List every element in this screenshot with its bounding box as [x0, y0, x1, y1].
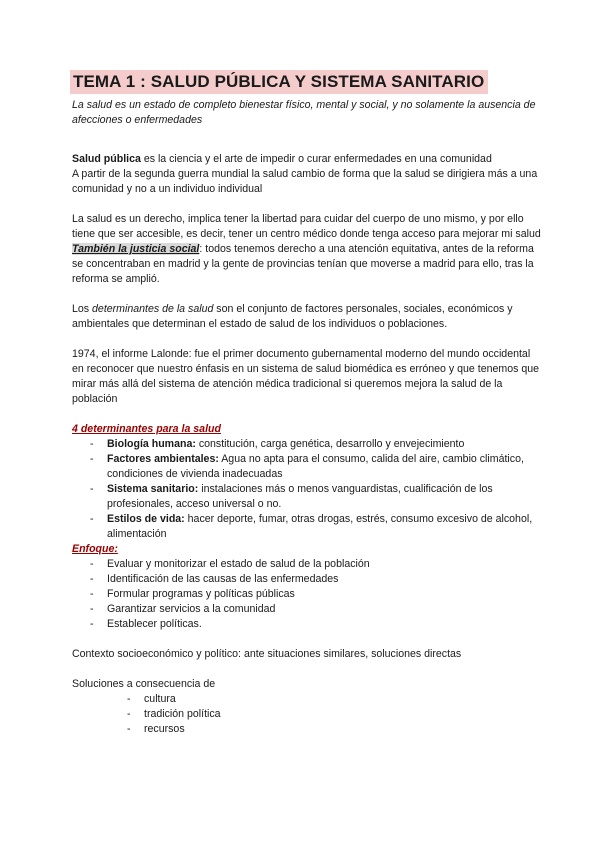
list-enfoque: [72, 557, 542, 632]
list-item: - Evaluar y monitorizar el estado de salud de la población: [72, 557, 542, 572]
paragraph-determinantes: Los determinantes de la salud son el conjunto de factores personales, sociales, económicos y ambientales que determinan el estado de salud de los individuos o poblaciones.: [72, 303, 513, 330]
list-soluciones: [72, 692, 542, 737]
list-item: - Identificación de las causas de las enfermedades: [72, 572, 542, 587]
list-item: - Garantizar servicios a la comunidad: [72, 602, 542, 617]
list-determinantes: [72, 437, 542, 542]
heading-enfoque: Enfoque:: [72, 543, 118, 555]
paragraph-contexto: Contexto socioeconómico y político: ante situaciones similares, soluciones directas: [72, 648, 462, 660]
heading-soluciones: Soluciones a consecuencia de: [72, 678, 216, 690]
term-salud-publica: Salud pública: [72, 153, 141, 165]
term-justicia-social: También la justicia social: [72, 243, 200, 255]
document-page: [72, 70, 542, 737]
paragraph-derecho: La salud es un derecho, implica tener la libertad para cuidar del cuerpo de uno mismo, y por ello tiene que ser accesible, es decir, tener un centro médico donde tenga acceso para mejorar mi salud También la justicia social: todos tenemos derecho a una atención equitativa, antes de la reforma se concentraban en madrid y la gente de provincias tenían que moverse a madrid para ello, tras la reforma se amplió.: [72, 213, 541, 285]
list-item: - Factores ambientales: Agua no apta para el consumo, calida del aire, cambio climático, condiciones de vivienda inadecuadas: [72, 452, 542, 482]
list-item: - Biología humana: constitución, carga genética, desarrollo y envejecimiento: [72, 437, 542, 452]
list-item: - Sistema sanitario: instalaciones más o menos vanguardistas, cualificación de los profesionales, acceso universal o no.: [72, 482, 542, 512]
list-item: - recursos: [72, 722, 542, 737]
list-item: - cultura: [72, 692, 542, 707]
term-determinantes: determinantes de la salud: [92, 303, 214, 315]
paragraph-salud-publica: Salud pública es la ciencia y el arte de impedir o curar enfermedades en una comunidad A partir de la segunda guerra mundial la salud cambio de forma que la salud se dirigiera más a una comunidad y no a un individuo individual: [72, 153, 538, 195]
list-item: - tradición política: [72, 707, 542, 722]
list-item: - Estilos de vida: hacer deporte, fumar, otras drogas, estrés, consumo excesivo de alcohol, alimentación: [72, 512, 542, 542]
document-title: TEMA 1 : SALUD PÚBLICA Y SISTEMA SANITARIO: [70, 70, 488, 94]
heading-determinantes: 4 determinantes para la salud: [72, 423, 221, 435]
paragraph-lalonde: 1974, el informe Lalonde: fue el primer documento gubernamental moderno del mundo occidental en reconocer que nuestro énfasis en un sistema de salud biomédica es erróneo y que tenemos que mirar más allá del sistema de atención médica tradicional si queremos mejora la salud de la población: [72, 348, 540, 405]
list-item: - Formular programas y políticas públicas: [72, 587, 542, 602]
subtitle: La salud es un estado de completo bienestar físico, mental y social, y no solamente la ausencia de afecciones o enfermedades: [72, 99, 536, 126]
list-item: - Establecer políticas.: [72, 617, 542, 632]
